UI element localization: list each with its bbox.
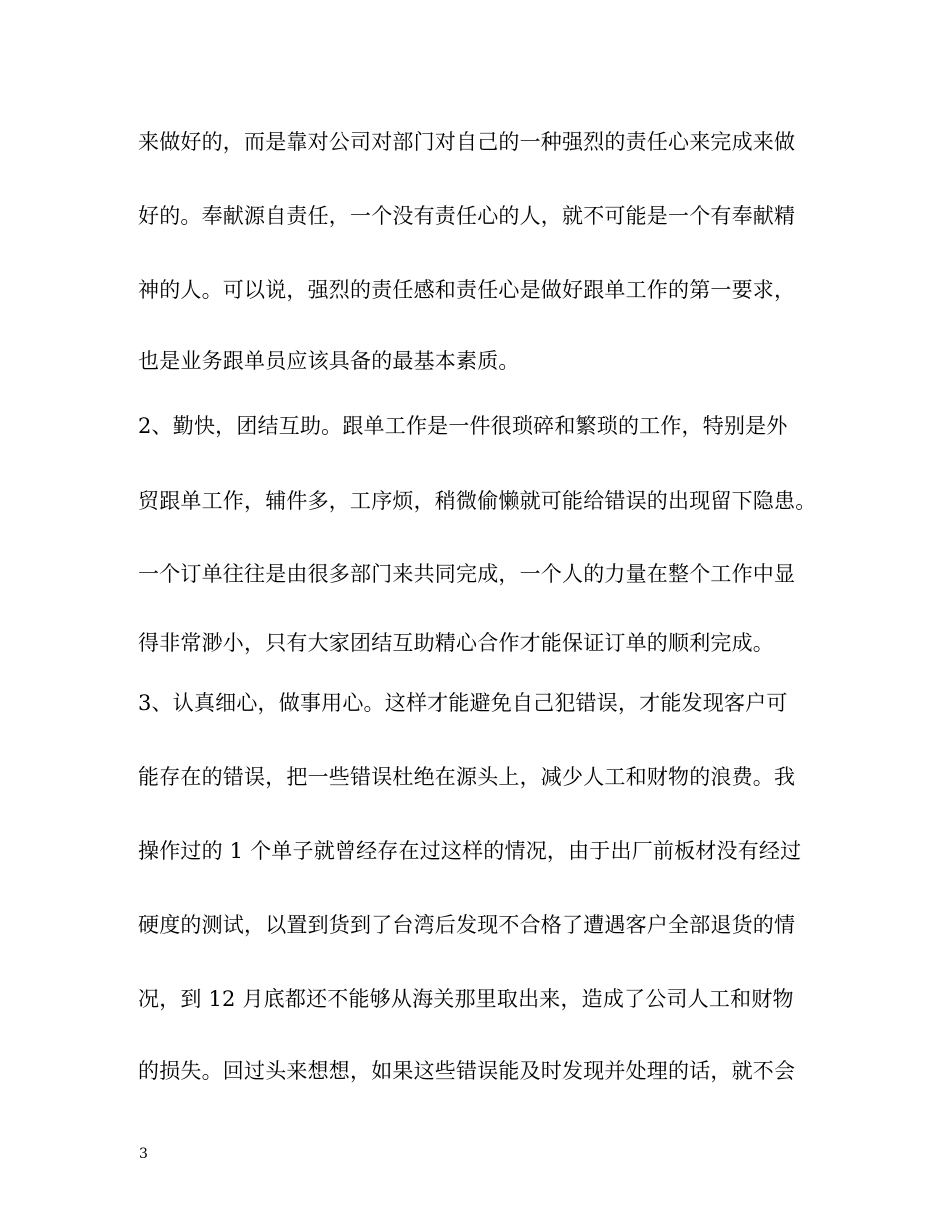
body-text-line: 贸跟单工作，辅件多，工序烦，稍微偷懒就可能给错误的出现留下隐患。	[138, 489, 817, 513]
body-text-line: 况，到 12 月底都还不能够从海关那里取出来，造成了公司人工和财物	[138, 987, 794, 1011]
body-text-line: 也是业务跟单员应该具备的最基本素质。	[138, 349, 520, 373]
body-text-line: 的损失。回过头来想想，如果这些错误能及时发现并处理的话，就不会	[138, 1059, 796, 1083]
body-text-line: 好的。奉献源自责任，一个没有责任心的人，就不可能是一个有奉献精	[138, 204, 796, 228]
body-text-line: 2、勤快，团结互助。跟单工作是一件很琐碎和繁琐的工作，特别是外	[138, 414, 788, 438]
body-text-line: 能存在的错误，把一些错误杜绝在源头上，减少人工和财物的浪费。我	[138, 765, 796, 789]
page-number: 3	[139, 1146, 148, 1162]
body-text-line: 得非常渺小，只有大家团结互助精心合作才能保证订单的顺利完成。	[138, 631, 774, 655]
body-text-line: 3、认真细心，做事用心。这样才能避免自己犯错误，才能发现客户可	[138, 691, 788, 715]
body-text-line: 一个订单往往是由很多部门来共同完成，一个人的力量在整个工作中显	[138, 562, 796, 586]
body-text-line: 硬度的测试，以置到货到了台湾后发现不合格了遭遇客户全部退货的情	[138, 913, 796, 937]
body-text-line: 操作过的 1 个单子就曾经存在过这样的情况，由于出厂前板材没有经过	[138, 839, 802, 863]
body-text-line: 神的人。可以说，强烈的责任感和责任心是做好跟单工作的第一要求，	[138, 278, 796, 302]
body-text-line: 来做好的，而是靠对公司对部门对自己的一种强烈的责任心来完成来做	[138, 130, 796, 154]
